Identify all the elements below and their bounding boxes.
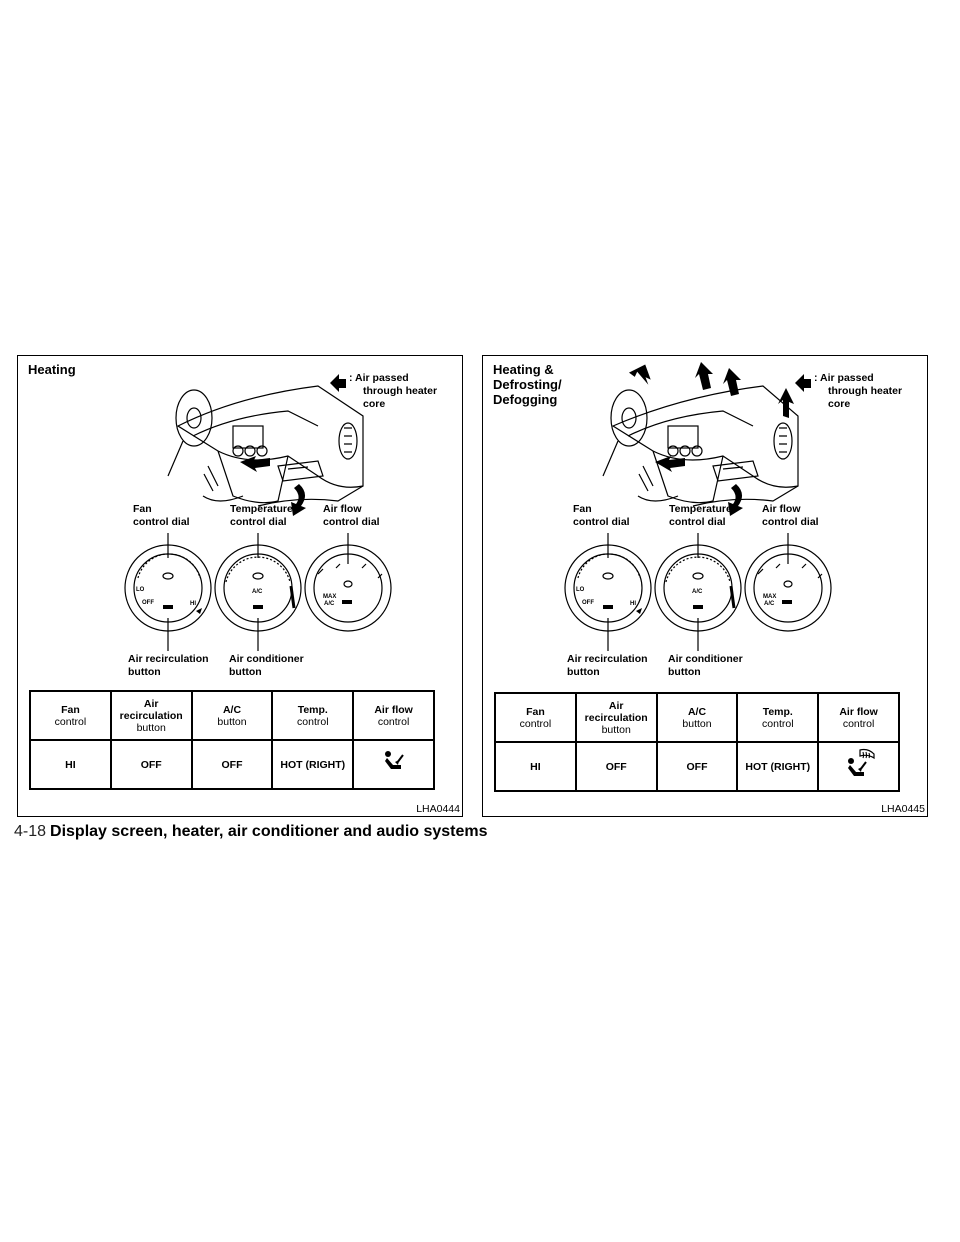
dial-label-max-ac: A/C	[764, 601, 775, 607]
header-temp: Temp. control	[737, 693, 818, 742]
foot-vent-icon	[379, 749, 409, 777]
callout-fan-control-dial: Fan control dial	[573, 503, 630, 528]
header-ac: A/C button	[192, 691, 273, 740]
legend-line-3: core	[363, 398, 386, 410]
dial-label-off: OFF	[142, 600, 154, 606]
dial-label-lo: LO	[576, 587, 585, 593]
value-temp: HOT (RIGHT)	[272, 740, 353, 789]
dial-label-off: OFF	[582, 600, 594, 606]
header-fan: Fan control	[30, 691, 111, 740]
section-title: Display screen, heater, air conditioner and audio systems	[50, 823, 488, 840]
figure-id: LHA0444	[416, 803, 460, 815]
panel-title: Heating & Defrosting/ Defogging	[493, 362, 562, 407]
legend-line-2: through heater	[363, 385, 438, 397]
figure-panel-heating	[17, 355, 463, 817]
callout-temperature-control-dial: Temperature control dial	[230, 503, 293, 528]
callout-air-conditioner-button: Air conditioner button	[229, 653, 304, 678]
dial-label-hi: HI	[630, 601, 636, 607]
value-air-recirculation: OFF	[576, 742, 657, 791]
legend-line-2: through heater	[828, 385, 903, 397]
page-number: 4-18	[14, 823, 47, 840]
panel-title: Heating	[28, 362, 76, 377]
defrost-foot-vent-icon	[842, 748, 876, 782]
value-air-flow	[353, 740, 434, 789]
header-fan: Fan control	[495, 693, 576, 742]
callout-air-recirculation-button: Air recirculation button	[128, 653, 209, 678]
value-ac: OFF	[657, 742, 738, 791]
figure-id: LHA0445	[881, 803, 925, 815]
callout-fan-control-dial: Fan control dial	[133, 503, 190, 528]
legend-line-1: : Air passed	[814, 372, 874, 384]
header-ac: A/C button	[657, 693, 738, 742]
dial-label-max: MAX	[763, 594, 777, 600]
page-footer	[14, 823, 488, 841]
value-temp: HOT (RIGHT)	[737, 742, 818, 791]
value-ac: OFF	[192, 740, 273, 789]
callout-air-flow-control-dial: Air flow control dial	[762, 503, 819, 528]
dial-label-hi: HI	[190, 601, 196, 607]
dial-label-ac: A/C	[252, 589, 263, 595]
callout-air-conditioner-button: Air conditioner button	[668, 653, 743, 678]
header-temp: Temp. control	[272, 691, 353, 740]
dial-label-ac: A/C	[692, 589, 703, 595]
dial-label-max-ac: A/C	[324, 601, 335, 607]
settings-table	[494, 692, 900, 792]
figure-panel-heating-defrosting	[482, 355, 928, 817]
table-header-row	[495, 693, 899, 742]
value-air-recirculation: OFF	[111, 740, 192, 789]
settings-table	[29, 690, 435, 790]
header-air-flow: Air flow control	[818, 693, 899, 742]
dial-label-lo: LO	[136, 587, 145, 593]
table-row	[30, 740, 434, 789]
legend-line-1: : Air passed	[349, 372, 409, 384]
callout-air-recirculation-button: Air recirculation button	[567, 653, 648, 678]
callout-air-flow-control-dial: Air flow control dial	[323, 503, 380, 528]
header-air-recirculation: Air recirculation button	[576, 693, 657, 742]
header-air-recirculation: Air recirculation button	[111, 691, 192, 740]
table-row	[495, 742, 899, 791]
header-air-flow: Air flow control	[353, 691, 434, 740]
value-fan: HI	[30, 740, 111, 789]
legend-line-3: core	[828, 398, 851, 410]
callout-temperature-control-dial: Temperature control dial	[669, 503, 732, 528]
value-air-flow	[818, 742, 899, 791]
heater-air-arrow-icon	[793, 372, 813, 392]
dial-label-max: MAX	[323, 594, 337, 600]
table-header-row	[30, 691, 434, 740]
value-fan: HI	[495, 742, 576, 791]
heater-air-arrow-icon	[328, 372, 348, 392]
